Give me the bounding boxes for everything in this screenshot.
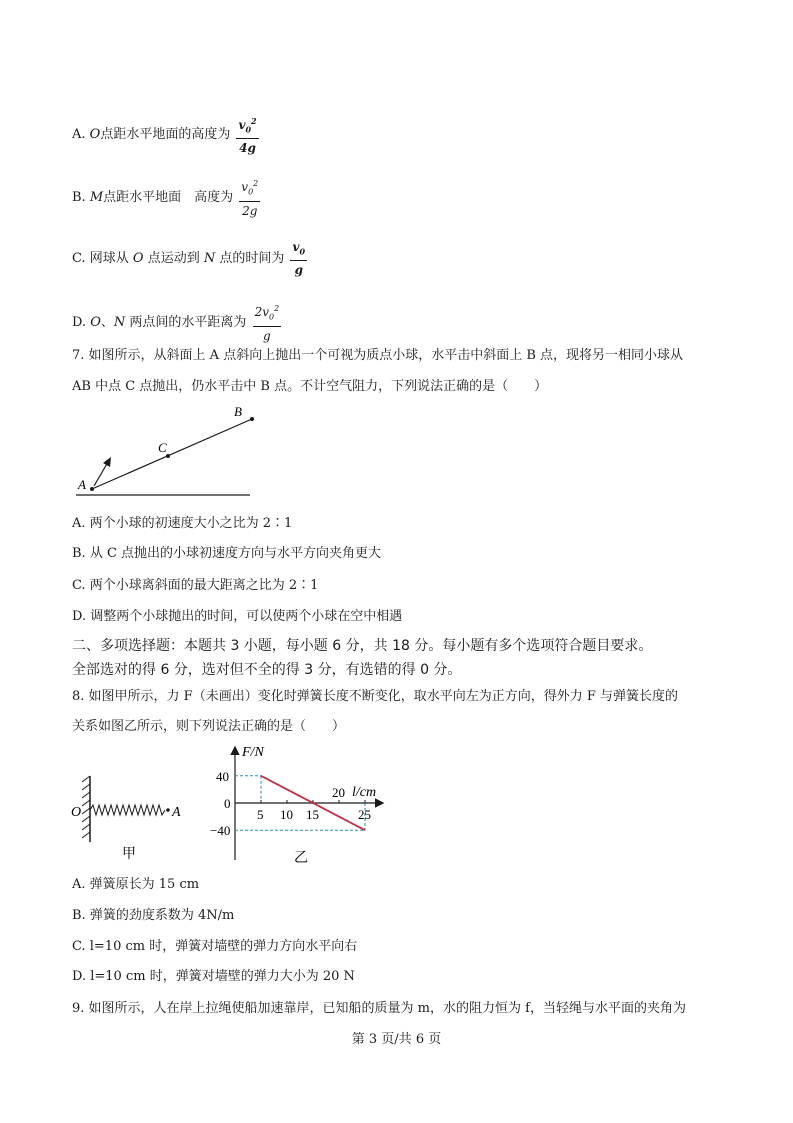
spring-end-a bbox=[166, 808, 170, 812]
wall-hatch bbox=[82, 776, 90, 838]
q7-option-d: D. 调整两个小球抛出的时间，可以使两个小球在空中相遇 bbox=[72, 609, 403, 624]
arrow-head bbox=[103, 457, 111, 467]
caption-jia: 甲 bbox=[122, 847, 136, 862]
point-b bbox=[250, 417, 254, 421]
page-footer: 第 3 页/共 6 页 bbox=[351, 1032, 442, 1047]
q6-option-a: A. O点距水平地面的高度为 $\frac{v_0^2}{4g}$ bbox=[72, 112, 259, 157]
q8-stem-line2: 关系如图乙所示，则下列说法正确的是（ ） bbox=[72, 719, 346, 734]
x-tick-label: 5 bbox=[257, 807, 264, 822]
fraction-v0sq-over-4g: $\frac{v_0^2}{4g}$ bbox=[236, 112, 258, 157]
label-o: O bbox=[71, 805, 82, 820]
point-a bbox=[90, 487, 94, 491]
y-tick-label: −40 bbox=[210, 823, 231, 839]
q7-option-b: B. 从 C 点抛出的小球初速度方向与水平方向夹角更大 bbox=[72, 546, 382, 561]
q6-option-d: D. O、N 两点间的水平距离为 $\frac{2v_0^2}{g}$ bbox=[72, 300, 281, 345]
incline-line bbox=[92, 419, 252, 489]
q8-option-c: C. l=10 cm 时，弹簧对墙壁的弹力方向水平向右 bbox=[72, 939, 358, 954]
fraction-2v0sq-over-g: $\frac{2v_0^2}{g}$ bbox=[253, 300, 282, 345]
x-axis-label: l/cm bbox=[352, 785, 377, 800]
q6-option-c: C. 网球从 O 点运动到 N 点的时间为 $\frac{v_0}{g}$ bbox=[72, 240, 306, 278]
y-tick-label: 0 bbox=[224, 796, 231, 811]
q7-option-a: A. 两个小球的初速度大小之比为 2∶1 bbox=[72, 516, 293, 531]
y-tick-label: 40 bbox=[216, 768, 229, 784]
q8-figure-yi-chart bbox=[210, 742, 390, 867]
q9-stem-line1: 9. 如图所示，人在岸上拉绳使船加速靠岸，已知船的质量为 m，水的阻力恒为 f，当轻绳与水平面的夹角为 bbox=[72, 1001, 686, 1016]
x-tick-label: 25 bbox=[358, 807, 371, 822]
fraction-v0-over-g: $\frac{v_0}{g}$ bbox=[292, 240, 306, 278]
x-tick-label: 15 bbox=[306, 807, 319, 822]
spring-coil bbox=[90, 805, 165, 815]
x-tick-label: 20 bbox=[332, 785, 345, 800]
q7-stem-line2: AB 中点 C 点抛出，仍水平击中 B 点。不计空气阻力，下列说法正确的是（ ） bbox=[72, 379, 548, 394]
q8-option-d: D. l=10 cm 时，弹簧对墙壁的弹力大小为 20 N bbox=[72, 969, 355, 984]
y-axis-label: F/N bbox=[242, 745, 264, 760]
q8-stem-line1: 8. 如图甲所示，力 F（未画出）变化时弹簧长度不断变化，取水平向左为正方向，得外力 F 与弹簧长度的 bbox=[72, 689, 678, 704]
fraction-v0sq-over-2g: $\frac{v_0^2}{2g}$ bbox=[239, 175, 260, 220]
q8-option-a: A. 弹簧原长为 15 cm bbox=[72, 877, 200, 892]
q8-figure-jia bbox=[68, 772, 198, 867]
label-a: A bbox=[172, 805, 181, 820]
q7-stem-line1: 7. 如图所示，从斜面上 A 点斜向上抛出一个可视为质点小球，水平击中斜面上 B 点，现将另一相同小球从 bbox=[72, 348, 684, 363]
section2-heading-line2: 全部选对的得 6 分，选对但不全的得 3 分，有选错的得 0 分。 bbox=[72, 662, 462, 678]
q6-option-b: B. M点距水平地面 高度为 $\frac{v_0^2}{2g}$ bbox=[72, 175, 260, 220]
section2-heading-line1: 二、多项选择题：本题共 3 小题，每小题 6 分，共 18 分。每小题有多个选项符合题目要求。 bbox=[72, 638, 653, 654]
x-tick-label: 10 bbox=[280, 807, 293, 822]
label-c: C bbox=[158, 440, 167, 455]
label-a: A bbox=[78, 477, 86, 492]
q8-option-b: B. 弹簧的劲度系数为 4N/m bbox=[72, 908, 235, 923]
q7-option-c: C. 两个小球离斜面的最大距离之比为 2∶1 bbox=[72, 578, 319, 593]
q7-incline-figure bbox=[70, 400, 260, 500]
caption-yi: 乙 bbox=[294, 851, 308, 866]
label-b: B bbox=[234, 404, 242, 419]
